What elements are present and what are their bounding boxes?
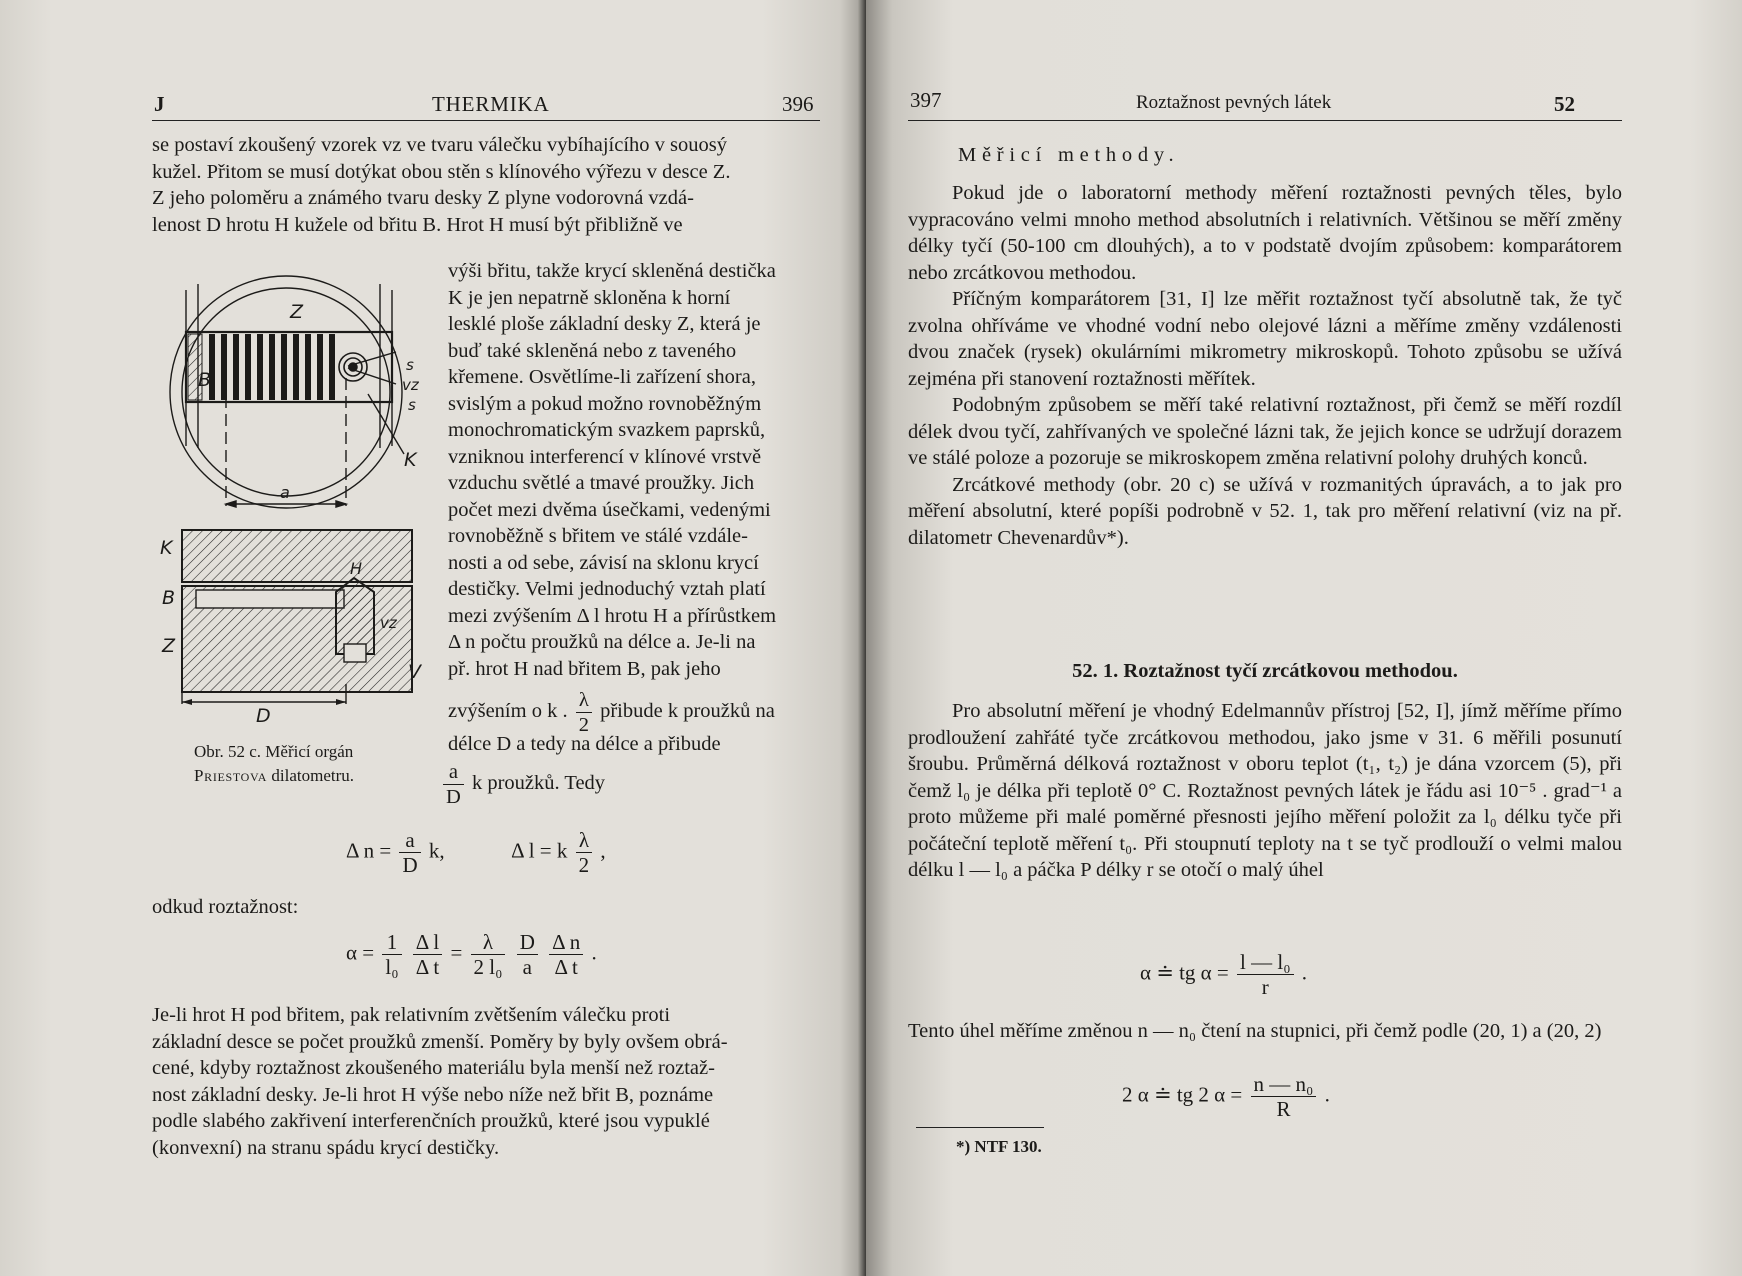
line: lesklé ploše základní desky Z, která je [448,313,761,335]
figure-caption [194,740,354,788]
fraction [1237,950,1294,999]
text-bottom [152,1002,824,1161]
label-V: V [408,661,421,683]
running-title: Roztažnost pevných látek [1136,92,1332,113]
line: počet mezi dvěma úsečkami, vedenými [448,498,771,521]
label-B: B [162,587,176,609]
formula-2alpha-tg [1122,1072,1330,1121]
denominator: 2 [578,853,590,877]
paragraph: Pro absolutní měření je vhodný Edelmannův přístroj [52, I], jímž měříme přímo prodloužení zahřáté tyče zrcátkovou methodou, jako jsme v 31. 6 měřili posunutí šroubu. Průměrná délková roztažnost v oboru teplot (t₁, t₂) je dána vzorcem (5), při čemž l₀ je délka při teplotě 0° C. Roztažnost pevných látek je řádu asi 10⁻⁵ . grad⁻¹ a proto můžeme při malé poměrné přesnosti jejího měření položit za l₀ délku tyče při počáteční teplotě měření t₀. Při stoupnutí teploty na t se tyč prodlouží o velmi malou délku l — l₀ a páčka P délky r se otočí o malý úhel [908,700,1622,881]
numerator: D [517,930,538,955]
fraction [1251,1072,1317,1121]
line: křemene. Osvětlíme-li zařízení shora, [448,366,756,388]
text-column-3 [908,1018,1622,1045]
label-Z: Z [162,635,176,657]
denominator: D [446,786,461,808]
text-run: přibude k proužků na [600,700,775,723]
denominator: Δ t [415,955,440,979]
line: mezi zvýšením Δ l hrotu H a přírůstkem [448,604,777,627]
line: Δ n počtu proužků na délce a. Je-li na [448,631,756,653]
denominator: D [402,853,418,877]
text-odkud: odkud roztažnost: [152,896,299,918]
line: monochromatickým svazkem paprsků, [448,419,766,441]
caption-rest: dilatometru. [271,766,355,785]
text-tedy [440,760,820,809]
numerator: Δ l [413,930,442,955]
formula-part: k, [428,838,445,863]
section-letter: J [154,92,165,116]
label-H: H [350,559,363,578]
caption-author: Priestova [194,766,268,785]
label-vz: vz [402,376,419,394]
line: destičky. Velmi jednoduchý vztah platí [448,578,766,600]
line: Je-li hrot H pod břitem, pak relativním zvětšením válečku proti [152,1004,671,1026]
line: svislým a pokud možno rovnoběžným [448,392,762,415]
line: nosti a od sebe, závisí na sklonu krycí [448,551,759,574]
fraction [399,828,420,877]
subheading-methods [958,142,1618,169]
section-number: 52 [1554,92,1575,116]
formula-part: Δ l = k [511,838,568,863]
caption-line [194,764,354,788]
line: nost základní desky. Je-li hrot H výše nebo níže než břit B, poznáme [152,1083,714,1106]
label-a: a [280,483,290,502]
header-rule [908,120,1622,121]
fraction [382,930,401,979]
running-title: THERMIKA [432,92,550,116]
numerator: λ [576,688,592,713]
numerator: λ [471,930,506,955]
denominator: 2 l₀ [473,955,503,979]
denominator: Δ t [554,955,578,979]
line: K je jen nepatrně skloněna k horní [448,286,731,309]
formula-part: Δ n = [346,838,392,863]
formula-part: α = [346,940,375,965]
label-K: K [404,449,417,471]
right-page [866,0,1742,1276]
line: cené, kdyby roztažnost zkoušeného materiálu byla menší než roztaž- [152,1057,715,1079]
paragraph: Zrcátkové methody (obr. 20 c) se užívá v rozmanitých úpravách, a to jak pro měření absolutní, které popíši podrobně v 52. 1, tak pro měření relativní (viz na př. dilatometr Chevenardův*). [908,473,1622,549]
formula-part: = [450,940,463,965]
formula-part: α ≐ tg α = [1140,960,1229,985]
numerator: λ [576,828,593,853]
fraction [576,688,592,737]
text-zvyseni [448,688,828,737]
line: vzduchu světlé a tmavé proužky. Jich [448,472,755,494]
line: rovnoběžně s břitem ve stálé vzdále- [448,525,748,547]
numerator: l — l₀ [1237,950,1294,975]
line: (konvexní) na stranu spádu krycí destičky. [152,1136,500,1159]
page-number: 396 [782,92,814,116]
numerator: 1 [382,930,401,955]
fraction [517,930,538,979]
numerator: a [443,760,464,785]
line: výši břitu, takže krycí skleněná destička [448,260,776,282]
line: buď také skleněná nebo z taveného [448,339,737,362]
formula-part: . [1324,1082,1330,1107]
denominator: 2 [578,714,589,736]
denominator: r [1261,975,1269,999]
paragraph: Pokud jde o laboratorní methody měření roztažnosti pevných těles, bylo vypracováno velmi mnoho method absolutních i relativních. Většinou se měří změny délky tyčí (50-100 cm dlouhých), a to v podstatě dvojím způsobem: komparátorem nebo zrcátkovou methodou. [908,182,1622,284]
figure-priest-dilatometer [158,268,438,738]
text-column [908,180,1622,551]
line: se postaví zkoušený vzorek vz ve tvaru válečku vybíhajícího v souosý [152,134,727,156]
formula-part: . [591,940,597,965]
formula-alpha-tg [1140,950,1307,999]
label-Z: Z [290,301,304,323]
paragraph: Tento úhel měříme změnou n — n₀ čtení na stupnici, při čemž podle (20, 1) a (20, 2) [908,1020,1602,1042]
fraction [471,930,506,979]
line: podle slabého zakřivení interferenčních proužků, které jsou vypuklé [152,1110,710,1132]
fraction [413,930,442,979]
caption-line: Obr. 52 c. Měřicí orgán [194,742,354,761]
text-column-2 [908,698,1622,884]
label-vz: vz [380,614,397,632]
formula-part: , [600,838,606,863]
line: Z jeho poloměru a známého tvaru desky Z plyne vodorovná vzdá- [152,187,694,209]
formula-alpha [346,930,597,979]
paragraph: Podobným způsobem se měří také relativní roztažnost, při čemž se měří rozdíl délek dvou tyčí, zahřívaných ve společné lázni tak, že jejich konce se udržují dorazem ve stálé poloze a pozoruje se mikroskopem změna relativní polohy druhých konců. [908,394,1622,469]
left-page [0,0,866,1276]
text-run: k proužků. Tedy [471,772,606,795]
numerator: a [399,828,420,853]
label-s: s [408,396,416,414]
numerator: Δ n [549,930,583,955]
footnote-rule [916,1127,1044,1128]
denominator: a [522,955,532,979]
numerator: n — n₀ [1251,1072,1317,1097]
denominator: l₀ [385,955,399,979]
line: př. hrot H nad břitem B, pak jeho [448,657,721,680]
label-D: D [256,705,271,727]
text-run: zvýšením o k . [448,700,568,723]
label-K: K [160,537,173,559]
formula-part: 2 α ≐ tg 2 α = [1122,1082,1243,1107]
text-beside-figure [448,258,822,682]
line: vzniknou interferencí v klínové vrstvě [448,445,762,468]
formula-part: . [1301,960,1308,985]
page-number: 397 [910,88,942,112]
line: základní desce se počet proužků zmenší. Poměry by byly ovšem obrá- [152,1030,728,1053]
label-B: B [198,369,212,391]
paragraph: Příčným komparátorem [31, I] lze měřit roztažnost tyčí absolutně tak, že tyč zvolna ohříváme ve vhodné vodní nebo olejové lázni a měříme změny vzdálenosti dvou značek (rysek) okulárními mikrometry mikroskopů. Tohoto způsobu se užívá zejména při stanovení roztažnosti měřítek. [908,288,1622,390]
line: lenost D hrotu H kužele od břitu B. Hrot H musí být přibližně ve [152,213,683,236]
label-s: s [406,356,414,374]
fraction [576,828,593,877]
formula-dn-dl [346,828,606,877]
text-delce: délce D a tedy na délce a přibude [448,733,721,755]
header-rule [152,120,820,121]
footnote: *) NTF 130. [956,1137,1042,1156]
subheading-text: Měřicí methody. [958,144,1180,166]
line: kužel. Přitom se musí dotýkat obou stěn s klínového výřezu v desce Z. [152,160,731,183]
section-heading: 52. 1. Roztažnost tyčí zrcátkovou methodou. [1072,660,1458,682]
denominator: R [1276,1097,1291,1121]
fraction [549,930,583,979]
fraction [443,760,464,809]
text-top [152,132,820,238]
